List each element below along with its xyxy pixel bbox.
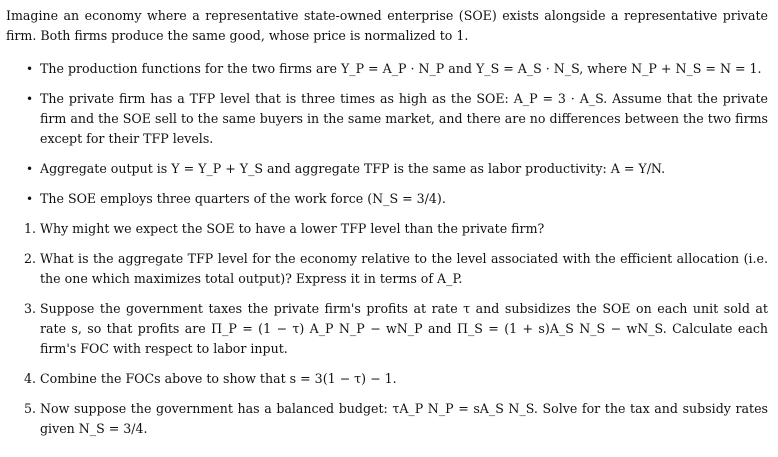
assumption-text: The SOE employs three quarters of the work force (N_S = 3/4). [40,191,446,206]
assumption-text: The private firm has a TFP level that is three times as high as the SOE: A_P = 3 · A_S. Assume that the private firm and the SOE sell to the same buyers in the same market, and there are no differences between the two firms except for their TFP levels. [40,91,768,146]
question-text: Now suppose the government has a balanced budget: τA_P N_P = sA_S N_S. Solve for the tax and subsidy rates given N_S = 3/4. [40,401,768,436]
question-number: 5. [24,401,37,416]
question-number: 2. [24,251,37,266]
assumption-list [6,59,768,209]
question-text: Why might we expect the SOE to have a lower TFP level than the private firm? [40,221,545,236]
bullet-icon: • [26,192,34,206]
question-number: 3. [24,301,37,316]
assumption-item [6,89,768,149]
bullet-icon: • [26,162,34,176]
question-number: 1. [24,221,37,236]
assumption-text: Aggregate output is Y = Y_P + Y_S and aggregate TFP is the same as labor productivity: A = Y/N. [40,161,666,176]
question-number: 4. [24,371,37,386]
bullet-icon: • [26,92,34,106]
bullet-icon: • [26,62,34,76]
question-text: Combine the FOCs above to show that s = 3(1 − τ) − 1. [40,371,397,386]
assumption-item [6,159,768,179]
assumption-item [6,59,768,79]
question-item [6,299,768,359]
question-item [6,369,768,389]
assumption-text: The production functions for the two firms are Y_P = A_P · N_P and Y_S = A_S · N_S, where N_P + N_S = N = 1. [40,61,762,76]
question-text: Suppose the government taxes the private firm's profits at rate τ and subsidizes the SOE on each unit sold at rate s, so that profits are Π_P = (1 − τ) A_P N_P − wN_P and Π_S = (1 + s)A_S N_S − wN_S. Calculate each firm's FOC with respect to labor input. [40,301,768,356]
question-text: What is the aggregate TFP level for the economy relative to the level associated with the efficient allocation (i.e. the one which maximizes total output)? Express it in terms of A_P. [40,251,768,286]
question-item [6,219,768,239]
intro-paragraph: Imagine an economy where a representative state-owned enterprise (SOE) exists alongside a representative private firm. Both firms produce the same good, whose price is normalized to 1. [6,8,768,43]
question-item [6,249,768,289]
question-list [6,219,768,439]
assumption-item [6,189,768,209]
question-item [6,399,768,439]
